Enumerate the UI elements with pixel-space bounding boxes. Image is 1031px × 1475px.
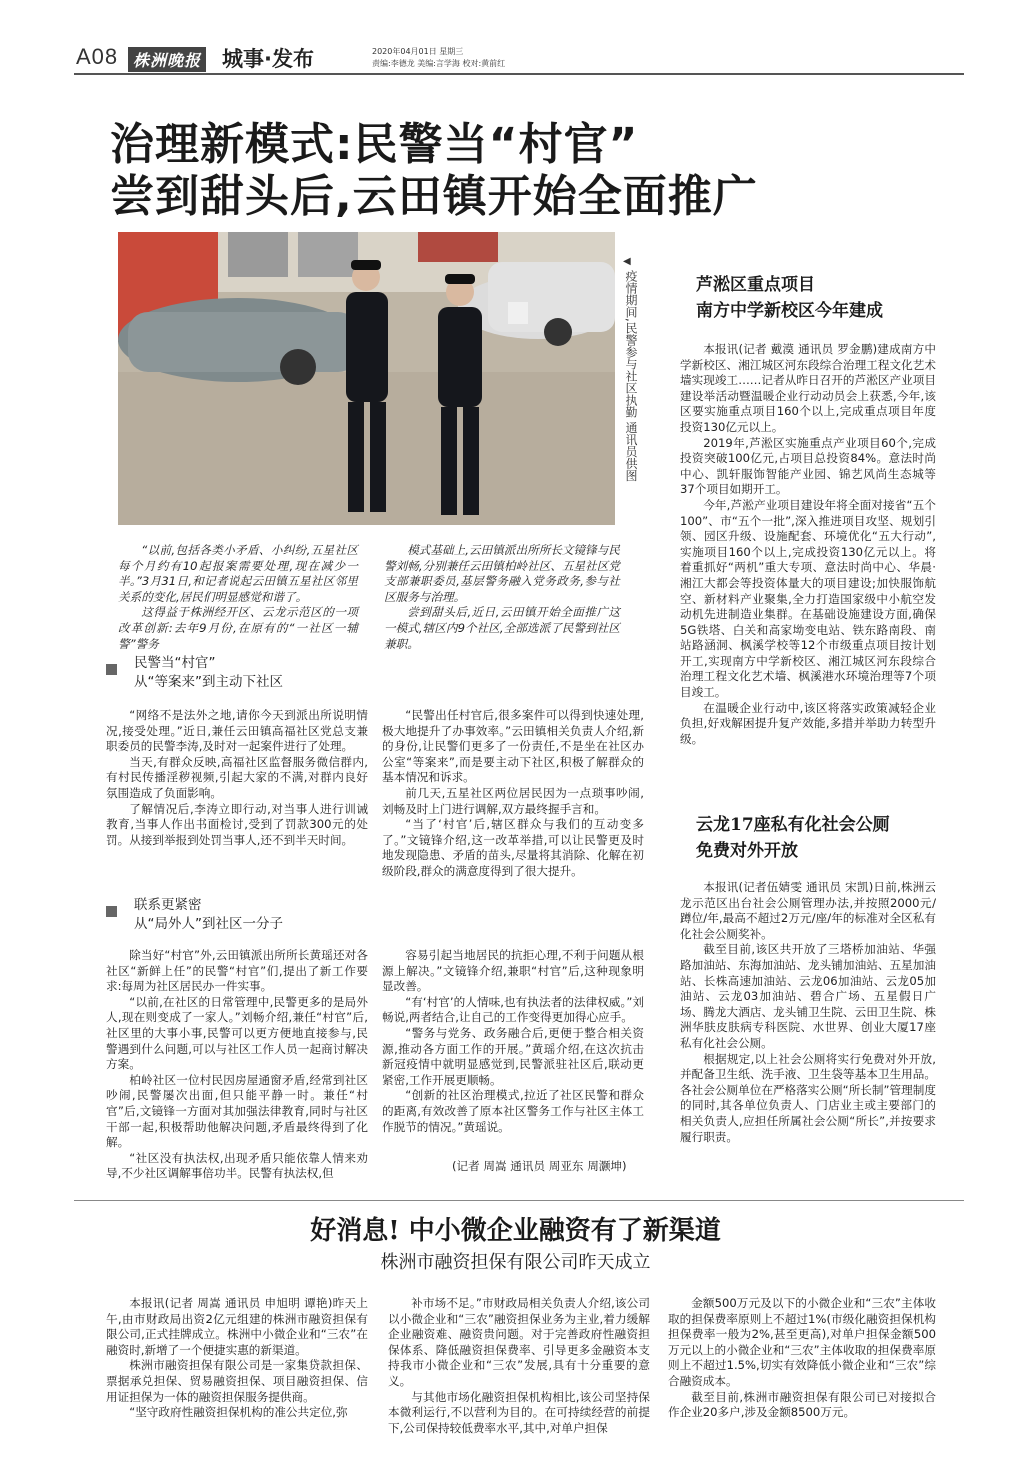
photo-caption: 疫情期间,民警参与社区执勤 通讯员供图 bbox=[624, 270, 638, 482]
issue-date: 2020年04月01日 星期三 bbox=[372, 47, 464, 56]
body-paragraph: 了解情况后,李涛立即行动,对当事人进行训诫教育,当事人作出书面检讨,受到了罚款300元的处罚。从接到举报到处罚当事人,还不到半天时间。 bbox=[106, 801, 368, 847]
subheading-1-line-1: 民警当“村官” bbox=[134, 655, 216, 671]
side-story-2-title-line-1: 云龙17座私有化社会公厕 bbox=[696, 815, 890, 835]
body-paragraph: 前几天,五星社区两位居民因为一点琐事吵闹,刘畅及时上门进行调解,双方最终握手言和。 bbox=[382, 785, 644, 816]
body-paragraph: 除当好“村官”外,云田镇派出所所长黄瑶还对各社区“新鲜上任”的民警“村官”们,提出了新工作要求:每周为社区居民办一件实事。 bbox=[106, 948, 368, 994]
news-photo bbox=[118, 232, 615, 525]
lead-paragraph: 尝到甜头后,近日,云田镇开始全面推广这一模式,辖区内9个社区,全部选派了民警到社区兼职。 bbox=[384, 605, 620, 651]
paper-logo: 株洲晚报 bbox=[128, 47, 206, 72]
subheading-marker bbox=[106, 664, 117, 675]
body-paragraph: 补市场不足。”市财政局相关负责人介绍,该公司以小微企业和“三农”融资担保业务为主业,着力缓解企业融资难、融资贵问题。对于完善政府性融资担保体系、降低融资担保费率、引导更多金融资本支持我市小微企业和“三农”发展,具有十分重要的意义。 bbox=[388, 1296, 650, 1388]
body-paragraph: 容易引起当地居民的抗拒心理,不利于问题从根源上解决。”文镜锋介绍,兼职“村官”后,这种现象明显改善。 bbox=[382, 948, 644, 994]
body-paragraph: “创新的社区治理模式,拉近了社区民警和群众的距离,有效改善了原本社区警务工作与社区主体工作脱节的情况。”黄瑶说。 bbox=[382, 1088, 644, 1134]
section-title: 城事·发布 bbox=[222, 47, 314, 71]
lead-left bbox=[118, 543, 358, 652]
side-story-1-title-line-1: 芦淞区重点项目 bbox=[696, 275, 815, 295]
body-paragraph: 株洲市融资担保有限公司是一家集贷款担保、票据承兑担保、贸易融资担保、项目融资担保、信用证担保为一体的融资担保服务提供商。 bbox=[106, 1358, 368, 1404]
section-2-right-column bbox=[382, 948, 644, 1135]
section-1-right-column bbox=[382, 708, 644, 880]
body-paragraph: 截至目前,株洲市融资担保有限公司已对接拟合作企业20多户,涉及金额8500万元。 bbox=[668, 1389, 936, 1420]
body-paragraph: 今年,芦淞产业项目建设年将全面对接省“五个100”、市“五个一批”,深入推进项目攻坚、规划引领、园区升级、设施配套、环境优化“五大行动”,实施项目160个以上,完成投资130亿元以上。将着重抓好“两机”重大专项、意法时尚中心、华晨·湘江大都会等投资体量大的项目建设;加快服饰航空、新材料产业聚集,全力打造国家级中小航空发动机先进制造业集群。在基础设施建设方面,确保5G铁塔、白关和高家坳变电站、铁东路南段、南站路涵洞、枫溪学校等12个市级重点项目按计划开工,实现南方中学新校区、湘江城区河东段综合治理工程文化艺术墙、枫溪港水环境治理等7个项目竣工。 bbox=[680, 497, 936, 700]
body-paragraph: “有‘村官’的人情味,也有执法者的法律权威。”刘畅说,两者结合,让自己的工作变得更加得心应手。 bbox=[382, 994, 644, 1025]
body-paragraph: 本报讯(记者 戴漠 通讯员 罗金鹏)建成南方中学新校区、湘江城区河东段综合治理工程文化艺术墙实现竣工……记者从昨日召开的芦淞区产业项目建设举活动暨温暖企业行动动员会上获悉,今年,该区要实施重点项目160个以上,完成重点项目年度投资130亿元以上。 bbox=[680, 342, 936, 434]
body-paragraph: “社区没有执法权,出现矛盾只能依靠人情来劝导,不少社区调解事倍功半。民警有执法权,但 bbox=[106, 1150, 368, 1181]
caption-marker-icon: ◀ bbox=[623, 256, 631, 267]
body-paragraph: “网络不是法外之地,请你今天到派出所说明情况,接受处理。”近日,兼任云田镇高福社区党总支兼职委员的民警李涛,及时对一起案件进行了处理。 bbox=[106, 708, 368, 754]
side-story-1-body bbox=[680, 342, 936, 747]
bottom-column-1 bbox=[106, 1296, 368, 1421]
body-paragraph: 截至目前,该区共开放了三塔桥加油站、华强路加油站、东海加油站、龙头铺加油站、五星加油站、长株高速加油站、云龙06加油站、云龙05加油站、云龙03加油站、碧合广场、五星假日广场、腾龙大酒店、龙头铺卫生院、云田卫生院、株洲华肤皮肤病专科医院、水世界、创业大厦17座私有化社会公厕。 bbox=[680, 942, 936, 1050]
section-1-left-column bbox=[106, 708, 368, 848]
main-headline-line-1: 治理新模式:民警当“村官” bbox=[110, 119, 639, 170]
subheading-1-line-2: 从“等案来”到主动下社区 bbox=[134, 674, 283, 690]
header-divider bbox=[74, 73, 964, 75]
body-paragraph: 在温暖企业行动中,该区将落实政策减轻企业负担,好戏解困提升复产效能,多措并举助力转型升级。 bbox=[680, 700, 936, 746]
body-paragraph: 本报讯(记者 周嵩 通讯员 申旭明 谭艳)昨天上午,由市财政局出资2亿元组建的株洲市融资担保有限公司,正式挂牌成立。株洲中小微企业和“三农”在融资时,新增了一个便捷实惠的新渠道。 bbox=[106, 1296, 368, 1357]
body-paragraph: 金额500万元及以下的小微企业和“三农”主体收取的担保费率原则上不超过1%(市级化融资担保机构担保费率一般为2%,甚至更高),对单户担保金额500万元以上的小微企业和“三农”主体收取的担保费率原则上不超过1.5%,切实有效降低小微企业和“三农”综合融资成本。 bbox=[668, 1296, 936, 1388]
lead-paragraph: 模式基础上,云田镇派出所所长文镜锋与民警刘畅,分别兼任云田镇柏岭社区、五星社区党支部兼职委员,基层警务融入党务政务,参与社区服务与治理。 bbox=[384, 543, 620, 604]
subheading-2-line-2: 从“局外人”到社区一分子 bbox=[134, 916, 283, 932]
body-paragraph: 当天,有群众反映,高福社区监督服务微信群内,有村民传播淫秽视频,引起大家的不满,对群内良好氛围造成了负面影响。 bbox=[106, 754, 368, 800]
body-paragraph: “坚守政府性融资担保机构的准公共定位,弥 bbox=[129, 1405, 348, 1420]
page-number: A08 bbox=[76, 44, 119, 69]
side-story-1-title-line-2: 南方中学新校区今年建成 bbox=[696, 301, 883, 321]
body-paragraph: “警务与党务、政务融合后,更便于整合相关资源,推动各方面工作的开展。”黄瑶介绍,在这次抗击新冠疫情中就明显感觉到,民警派驻社区后,联动更紧密,工作开展更顺畅。 bbox=[382, 1025, 644, 1087]
subheading-2-line-1: 联系更紧密 bbox=[134, 897, 202, 913]
bottom-story-title: 好消息! 中小微企业融资有了新渠道 bbox=[310, 1216, 721, 1246]
lead-paragraph: “以前,包括各类小矛盾、小纠纷,五星社区每个月约有10起报案需要处理,现在减少一半。”3月31日,和记者说起云田镇五星社区邻里关系的变化,居民们明显感觉和谐了。 bbox=[118, 543, 358, 604]
lead-right bbox=[384, 543, 620, 652]
bottom-column-3 bbox=[668, 1296, 936, 1421]
subheading-marker bbox=[106, 906, 117, 917]
editor-credits: 责编:李德龙 美编:言学海 校对:黄前红 bbox=[372, 59, 506, 68]
body-paragraph: “以前,在社区的日常管理中,民警更多的是局外人,现在则变成了一家人。”刘畅介绍,兼任“村官”后,社区里的大事小事,民警可以更方便地直接参与,民警遇到什么问题,可以与社区工作人员一起商讨解决方案。 bbox=[106, 994, 368, 1072]
body-paragraph: 2019年,芦淞区实施重点产业项目60个,完成投资突破100亿元,占项目总投资84%。意法时尚中心、凯轩服饰智能产业园、锦艺风尚生态城等37个项目如期开工。 bbox=[680, 435, 936, 497]
bottom-divider bbox=[74, 1200, 964, 1201]
body-paragraph: “民警出任村官后,很多案件可以得到快速处理,极大地提升了办事效率。”云田镇相关负责人介绍,新的身份,让民警们更多了一份责任,不是坐在社区办公室“等案来”,而是要主动下社区,积极了解群众的基本情况和诉求。 bbox=[382, 708, 644, 785]
body-paragraph: 根据规定,以上社会公厕将实行免费对外开放,并配备卫生纸、洗手液、卫生袋等基本卫生用品。各社会公厕单位在严格落实公厕“所长制”管理制度的同时,其各单位负责人、门店业主或主要部门的相关负责人,应担任所属社会公厕“所长”,并按要求履行职责。 bbox=[680, 1051, 936, 1144]
lead-paragraph: 这得益于株洲经开区、云龙示范区的一项改革创新:去年9月份,在原有的“一社区一辅警”警务 bbox=[118, 605, 358, 651]
side-story-2-title-line-2: 免费对外开放 bbox=[696, 841, 798, 861]
side-story-2-body bbox=[680, 880, 936, 1145]
body-paragraph: “当了‘村官’后,辖区群众与我们的互动变多了。”文镜锋介绍,这一改革举措,可以让民警更及时地发现隐患、矛盾的苗头,尽量将其消除、化解在初级阶段,群众的满意度得到了很大提升。 bbox=[382, 817, 644, 878]
article-credit: (记者 周嵩 通讯员 周亚东 周灏坤) bbox=[452, 1159, 627, 1173]
bottom-story-subtitle: 株洲市融资担保有限公司昨天成立 bbox=[380, 1252, 651, 1273]
body-paragraph: 与其他市场化融资担保机构相比,该公司坚持保本微利运行,不以营利为目的。在可持续经营的前提下,公司保持较低费率水平,其中,对单户担保 bbox=[388, 1389, 650, 1435]
body-paragraph: 柏岭社区一位村民因房屋通窗矛盾,经常到社区吵闹,民警屡次出面,但只能平静一时。兼任“村官”后,文镜锋一方面对其加强法律教育,同时与社区干部一起,积极帮助他解决问题,矛盾最终得到了化解。 bbox=[106, 1072, 368, 1150]
bottom-column-2 bbox=[388, 1296, 650, 1436]
main-headline-line-2: 尝到甜头后,云田镇开始全面推广 bbox=[110, 171, 758, 222]
body-paragraph: 本报讯(记者伍婧雯 通讯员 宋凯)日前,株洲云龙示范区出台社会公厕管理办法,并按照2000元/蹲位/年,最高不超过2万元/座/年的标准对全区私有化社会公厕奖补。 bbox=[680, 880, 936, 941]
section-2-left-column bbox=[106, 948, 368, 1182]
